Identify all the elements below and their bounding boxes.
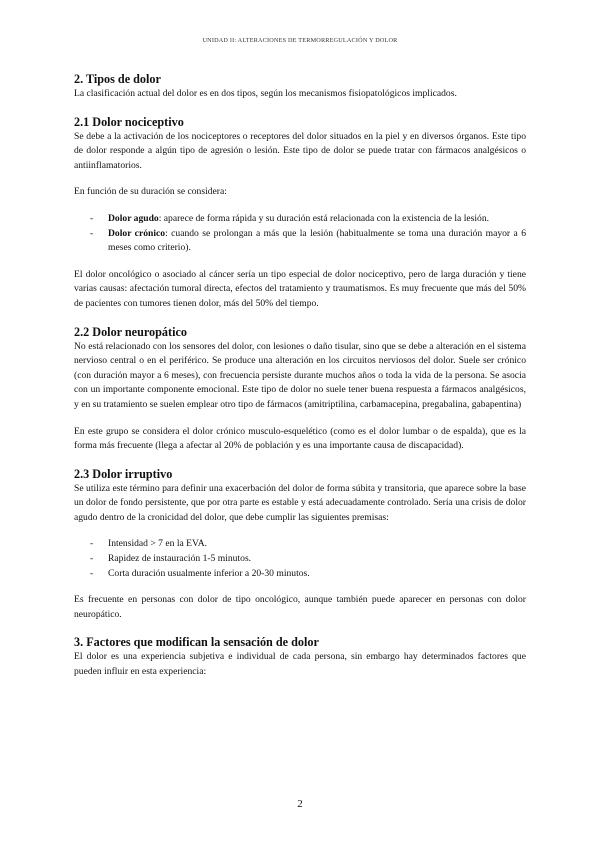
section-2-2-paragraph-1: No está relacionado con los sensores del dolor, con lesiones o daño tisular, sino que se debe a alteración en el sistema nervioso central o en el periférico. Se produce una alteración en los circuitos nerviosos del dolor. Suele ser crónico (con duración mayor a 6 meses), con frecuencia persiste durante muchos años o toda la vida de la persona. Se asocia con un importante componente emocional. Este tipo de dolor no suele tener buena respuesta a fármacos analgésicos, y en su tratamiento se suelen emplear otro tipo de fármacos (amitriptilina, carbamacepina, pregabalina, gabapentina) [74, 340, 526, 410]
list-item-text: Corta duración usualmente inferior a 20-30 minutos. [108, 567, 310, 579]
list-item-text: Rapidez de instauración 1-5 minutos. [108, 553, 252, 565]
section-2-1-paragraph-2: En función de su duración se considera: [74, 186, 227, 198]
term-description: : cuando se prolongan a más que la lesión (habitualmente se toma una duración mayor a 6 meses como criterio). [108, 227, 527, 254]
bullet-dash: - [90, 538, 94, 550]
list-item [74, 552, 526, 567]
running-header: UNIDAD II: ALTERACIONES DE TERMORREGULACIÓN Y DOLOR [202, 37, 398, 44]
list-item [74, 227, 526, 256]
section-2-3-heading: 2.3 Dolor irruptivo [74, 466, 173, 481]
bullet-dash: - [90, 212, 94, 224]
section-2-3-paragraph-1: Se utiliza este término para definir una exacerbación del dolor de forma súbita y transitoria, que aparece sobre la base un dolor de fondo persistente, que por otra parte es estable y está adecuadamente controlado. Sería una crisis de dolor agudo dentro de la cronicidad del dolor, que debe cumplir las siguientes premisas: [74, 482, 526, 523]
list-item-text: Intensidad > 7 en la EVA. [108, 538, 208, 550]
section-2-intro: La clasificación actual del dolor es en dos tipos, según los mecanismos fisiopatológicos implicados. [74, 88, 457, 99]
section-2-3-paragraph-2: Es frecuente en personas con dolor de tipo oncológico, aunque también puede aparecer en personas con dolor neuropático. [74, 594, 526, 620]
duration-list [74, 212, 526, 256]
premises-list [74, 537, 526, 581]
bullet-dash: - [90, 227, 94, 239]
page-content [74, 72, 526, 680]
section-3-paragraph-1: El dolor es una experiencia subjetiva e individual de cada persona, sin embargo hay determinados factores que pueden influir en esta experiencia: [74, 651, 526, 678]
section-2-heading: 2. Tipos de dolor [74, 72, 161, 86]
list-item [74, 567, 526, 582]
list-item [74, 212, 526, 227]
page-number: 2 [297, 798, 303, 810]
list-item [74, 537, 526, 552]
section-2-1-heading: 2.1 Dolor nociceptivo [74, 114, 184, 129]
bullet-dash: - [90, 567, 94, 579]
term-chronic-pain: Dolor crónico [108, 227, 166, 239]
section-3-heading: 3. Factores que modifican la sensación de dolor [74, 635, 319, 650]
term-description: : aparece de forma rápida y su duración está relacionada con la existencia de la lesión. [158, 212, 490, 224]
section-2-1-paragraph-3: El dolor oncológico o asociado al cáncer sería un tipo especial de dolor nociceptivo, pero de larga duración y tiene varias causas: afectación tumoral directa, efectos del tratamiento y traumatismos. Es muy frecuente que más del 50% de pacientes con tumores tienen dolor, más del 50% del tiempo. [74, 268, 526, 309]
section-2-1-paragraph-1: Se debe a la activación de los nociceptores o receptores del dolor situados en la piel y en diversos órganos. Este tipo de dolor responde a algún tipo de agresión o lesión. Este tipo de dolor se puede tratar con fármacos analgésicos o antiinflamatorios. [74, 130, 526, 171]
section-2-2-paragraph-2: En este grupo se considera el dolor crónico musculo-esquelético (como es el dolor lumbar o de espalda), que es la forma más frecuente (llega a afectar al 20% de población y es una importante causa de discapacidad). [74, 425, 526, 452]
bullet-dash: - [90, 553, 94, 565]
section-2-2-heading: 2.2 Dolor neuropático [74, 324, 187, 339]
term-acute-pain: Dolor agudo [108, 212, 159, 224]
